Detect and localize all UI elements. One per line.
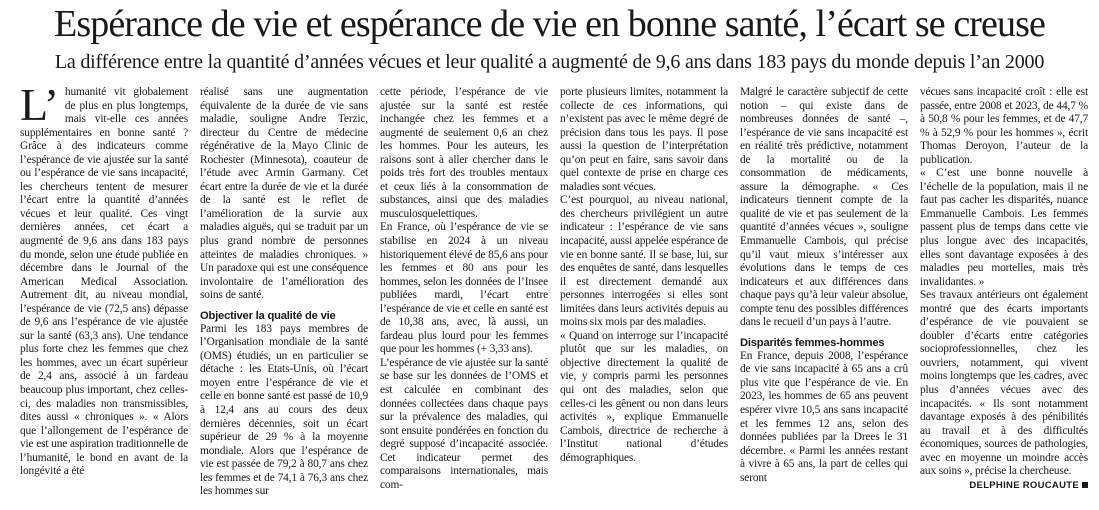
paragraph: vécues sans incapacité croît : elle est passée, entre 2008 et 2023, de 44,7 % à 50,8 % pour les femmes, et de 47,7 % à 52,9 % pour les hommes », écrit Thomas Deroyon, l’auteur de la publication. <box>920 86 1088 166</box>
article-column-3 <box>380 86 548 504</box>
article-column-5 <box>740 86 908 504</box>
article-column-6 <box>920 86 1088 504</box>
article-body <box>20 86 1088 504</box>
section-subtitle: Objectiver la qualité de vie <box>200 309 336 322</box>
paragraph: En France, depuis 2008, l’espérance de vie sans incapacité à 65 ans a crû plus vite que l’espérance de vie. En 2023, les hommes de 65 ans peuvent espérer vivre 10,5 ans sans incapacité et les femmes 12 ans, selon des données publiées par la Drees le 31 décembre. « Parmi les années restant à vivre à 65 ans, la part de celles qui seront <box>740 349 908 484</box>
article-headline: Espérance de vie et espérance de vie en bonne santé, l’écart se creuse <box>54 3 1045 45</box>
article-column-4 <box>560 86 728 504</box>
paragraph-text: humanité vit globalement de plus en plus longtemps, mais vit-elle ces années supplémentaires en bonne santé ? Grâce à des indicateurs comme l’espérance de vie ajustée sur la santé ou l’espérance de vie sans incapacité, les chercheurs tentent de mesurer l’écart entre la quantité d’années vécues et leur qualité. Ces vingt dernières années, cet écart a augmenté de 9,6 ans dans 183 pays du monde, selon une étude publiée en décembre dans le Journal of the American Medical Association. Autrement dit, au niveau mondial, l’espérance de vie (72,5 ans) dépasse de 9,6 ans l’espérance de vie ajustée sur la santé (63,3 ans). Une tendance plus forte chez les femmes que chez les hommes, avec un écart supérieur de 2,4 ans, associé à un fardeau beaucoup plus important, chez celles-ci, des maladies non transmissibles, dites aussi « chroniques ». « Alors que l’allongement de l’espérance de vie est une aspiration traditionnelle de l’humanité, le bond en avant de la longévité a été <box>20 86 188 478</box>
paragraph: réalisé sans une augmentation équivalente de la durée de vie sans maladie, souligne Andre Terzic, directeur du Centre de médecine régénérative de la Mayo Clinic de Rochester (Minnesota), coauteur de l’étude avec Armin Garmany. Cet écart entre la durée de vie et la durée de la santé est le reflet de l’amélioration de la survie aux maladies aiguës, qui se traduit par un plus grand nombre de personnes atteintes de maladies chroniques. » Un paradoxe qui est une conséquence involontaire de l’amélioration des soins de santé. <box>200 86 368 302</box>
paragraph: Malgré le caractère subjectif de cette notion – qui existe dans de nombreuses données de santé –, l’espérance de vie sans incapacité est en réalité très prédictive, notamment de la mortalité ou de la consommation de médicaments, assure la démographe. « Ces indicateurs tiennent compte de la qualité de vie et pas seulement de la quantité d’années vécues », souligne Emmanuelle Cambois, qui précise qu’il vaut mieux s’intéresser aux évolutions dans le temps de ces indicateurs et aux différences dans chaque pays qu’à leur valeur absolue, compte tenu des possibles différences dans le recueil d’un pays à l’autre. <box>740 86 908 329</box>
paragraph: « Quand on interroge sur l’incapacité plutôt que sur les maladies, on objective directement la qualité de vie, y compris parmi les personnes qui ont des maladies, selon que celles-ci les gênent ou non dans leurs activités », explique Emmanuelle Cambois, directrice de recherche à l’Institut national d’études démographiques. <box>560 329 728 464</box>
article-subhead: La différence entre la quantité d’années vécues et leur qualité a augmenté de 9,6 ans dans 183 pays du monde depuis l’an 2000 <box>54 51 1045 73</box>
author-name: DELPHINE ROUCAUTE <box>969 479 1079 491</box>
paragraph: Ses travaux antérieurs ont également montré que des écarts importants d’espérance de vie pouvaient se doubler d’écarts entre catégories socioprofessionnelles, chez les ouvriers, notamment, qui vivent moins longtemps que les cadres, avec plus d’années vécues avec des incapacités. « Ils sont notamment davantage exposés à des pénibilités au travail et à des difficultés économiques, sources de pathologies, avec en moyenne un moindre accès aux soins », précise la chercheuse. <box>920 289 1088 478</box>
section-subtitle: Disparités femmes-hommes <box>740 336 885 349</box>
paragraph: « C’est une bonne nouvelle à l’échelle de la population, mais il ne faut pas cacher les disparités, nuance Emmanuelle Cambois. Les femmes passent plus de temps dans cette vie plus longue avec des incapacités, elles sont davantage exposées à des maladies peu mortelles, mais très invalidantes. » <box>920 167 1088 288</box>
article-column-2 <box>200 86 368 504</box>
drop-cap: L’ <box>20 86 59 130</box>
paragraph <box>20 86 188 479</box>
paragraph: Parmi les 183 pays membres de l’Organisation mondiale de la santé (OMS) étudiés, un en particulier se détache : les Etats-Unis, où l’écart moyen entre l’espérance de vie et celle en bonne santé est passé de 10,9 à 12,4 ans au cours des deux dernières décennies, soit un écart supérieur de 29 % à la moyenne mondiale. Alors que l’espérance de vie est passée de 79,2 à 80,7 ans chez les femmes et de 74,1 à 76,3 ans chez les hommes sur <box>200 322 368 498</box>
author-signature <box>920 479 1088 493</box>
paragraph: cette période, l’espérance de vie ajustée sur la santé est restée inchangée chez les femmes et a augmenté de seulement 0,6 an chez les hommes. Pour les auteurs, les raisons sont à aller chercher dans le poids très fort des troubles mentaux et ceux liés à la consommation de substances, ainsi que des maladies musculosquelettiques. <box>380 86 548 220</box>
paragraph: C’est pourquoi, au niveau national, des chercheurs privilégient un autre indicateur : l’espérance de vie sans incapacité, aussi appelée espérance de vie en bonne santé. Il se base, lui, sur des enquêtes de santé, dans lesquelles il est directement demandé aux personnes interrogées si elles sont limitées dans leurs activités depuis au moins six mois par des maladies. <box>560 194 728 329</box>
article-column-1 <box>20 86 188 504</box>
paragraph: En France, où l’espérance de vie se stabilise en 2024 à un niveau historiquement élevé de 85,6 ans pour les femmes et 80 ans pour les hommes, selon les données de l’Insee publiées mardi, l’écart entre l’espérance de vie et celle en santé est de 10,38 ans, avec, là aussi, un fardeau plus lourd pour les femmes que pour les hommes (+ 3,33 ans). <box>380 221 548 356</box>
paragraph: porte plusieurs limites, notamment la collecte de ces informations, qui n’existent pas avec le même degré de précision dans tous les pays. Il pose aussi la question de l’interprétation qu’on peut en faire, sans savoir dans quel contexte de prise en charge ces maladies sont vécues. <box>560 86 728 193</box>
paragraph: L’espérance de vie ajustée sur la santé se base sur les données de l’OMS et est calculée en combinant des données collectées dans chaque pays sur la prévalence des maladies, qui sont ensuite pondérées en fonction du degré supposé d’incapacité associée. Cet indicateur permet des comparaisons internationales, mais com- <box>380 356 548 491</box>
end-mark-icon <box>1082 482 1088 488</box>
